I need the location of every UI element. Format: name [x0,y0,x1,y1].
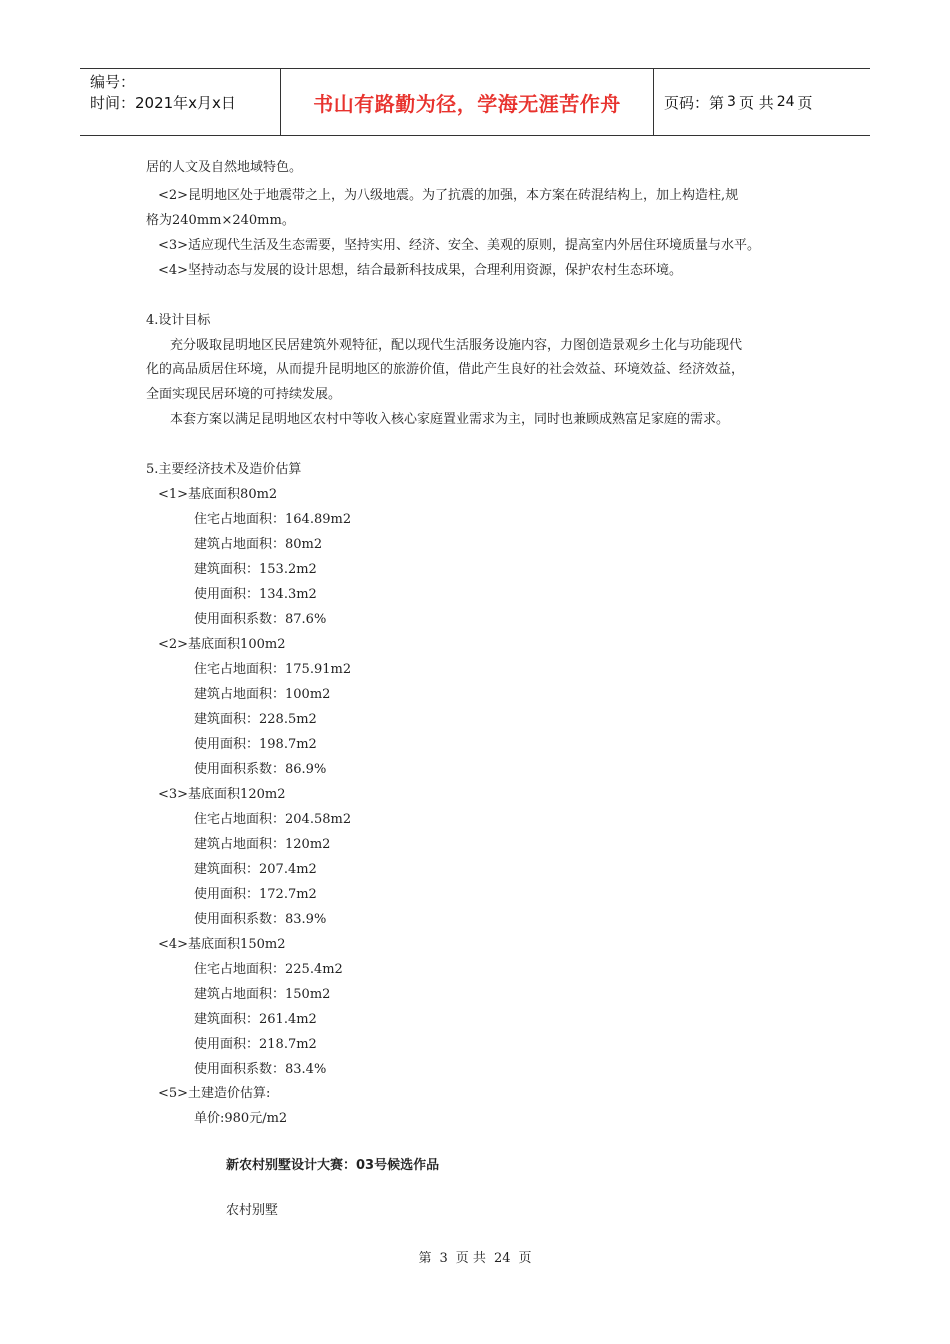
list-item: 使用面积：198.7m2 [194,737,317,752]
group-title: <3>基底面积120m2 [158,787,286,802]
list-item: 使用面积系数：83.4% [194,1062,327,1077]
header-page-mid: 页 共 [738,93,774,112]
section-heading: 新农村别墅设计大赛：03号候选作品 [226,1158,440,1173]
list-item: 使用面积：134.3m2 [194,587,317,602]
list-item: 建筑面积：153.2m2 [194,562,317,577]
header-page-total: 24 [776,94,795,110]
page-header [80,68,870,136]
group-title: <5>土建造价估算: [158,1086,271,1101]
paragraph-line: <4>坚持动态与发展的设计思想，结合最新科技成果，合理利用资源，保护农村生态环境。 [158,263,683,278]
list-item: 使用面积系数：87.6% [194,612,327,627]
paragraph-line: 居的人文及自然地域特色。 [146,160,303,175]
paragraph-line: <3>适应现代生活及生态需要，坚持实用、经济、安全、美观的原则，提高室内外居住环境质量与水平。 [158,238,761,253]
footer-prefix: 第 [418,1251,432,1266]
list-item: 单价:980元/m2 [194,1111,288,1126]
document-number-label: 编号： [90,73,136,91]
page-footer [0,1247,950,1266]
list-item: 使用面积：172.7m2 [194,887,317,902]
paragraph-line: 本套方案以满足昆明地区农村中等收入核心家庭置业需求为主，同时也兼顾成熟富足家庭的需求。 [170,412,730,427]
paragraph-line: <2>昆明地区处于地震带之上，为八级地震。为了抗震的加强，本方案在砖混结构上，加上构造柱,规 [158,188,739,203]
section-title: 5.主要经济技术及造价估算 [146,462,302,477]
list-item: 住宅占地面积：204.58m2 [194,812,352,827]
header-page-info [654,69,870,135]
footer-current: 3 [439,1251,448,1266]
section-title: 4.设计目标 [146,313,211,328]
list-item: 使用面积系数：86.9% [194,762,327,777]
list-item: 建筑占地面积：80m2 [194,537,323,552]
header-page-suffix: 页 [797,93,813,112]
list-item: 建筑占地面积：150m2 [194,987,331,1002]
header-motto: 书山有路勤为径，学海无涯苦作舟 [313,91,621,116]
list-item: 住宅占地面积：164.89m2 [194,512,352,527]
paragraph-line: 全面实现民居环境的可持续发展。 [146,387,342,402]
header-meta [80,69,281,135]
paragraph-line: 化的高品质居住环境，从而提升昆明地区的旅游价值，借此产生良好的社会效益、环境效益、经济效益， [146,362,745,377]
paragraph-line: 格为240mm×240mm。 [146,213,295,228]
header-page-prefix: 页码：第 [664,93,725,112]
header-motto-cell [281,69,654,135]
list-item: 住宅占地面积：175.91m2 [194,662,352,677]
footer-suffix: 页 [518,1251,532,1266]
list-item: 使用面积系数：83.9% [194,912,327,927]
list-item: 建筑面积：207.4m2 [194,862,317,877]
group-title: <4>基底面积150m2 [158,937,286,952]
list-item: 建筑面积：261.4m2 [194,1012,317,1027]
paragraph-line: 充分吸取昆明地区民居建筑外观特征，配以现代生活服务设施内容，力图创造景观乡土化与功能现代 [170,338,743,353]
list-item: 建筑占地面积：100m2 [194,687,331,702]
header-page-current: 3 [727,94,736,110]
list-item: 使用面积：218.7m2 [194,1037,317,1052]
footer-mid: 页 共 [455,1251,486,1266]
footer-total: 24 [493,1251,511,1266]
group-title: <1>基底面积80m2 [158,487,278,502]
list-item: 建筑占地面积：120m2 [194,837,331,852]
list-item: 建筑面积：228.5m2 [194,712,317,727]
section-subheading: 农村别墅 [226,1203,279,1218]
list-item: 住宅占地面积：225.4m2 [194,962,343,977]
document-time: 时间：2021年x月x日 [90,94,236,112]
group-title: <2>基底面积100m2 [158,637,286,652]
